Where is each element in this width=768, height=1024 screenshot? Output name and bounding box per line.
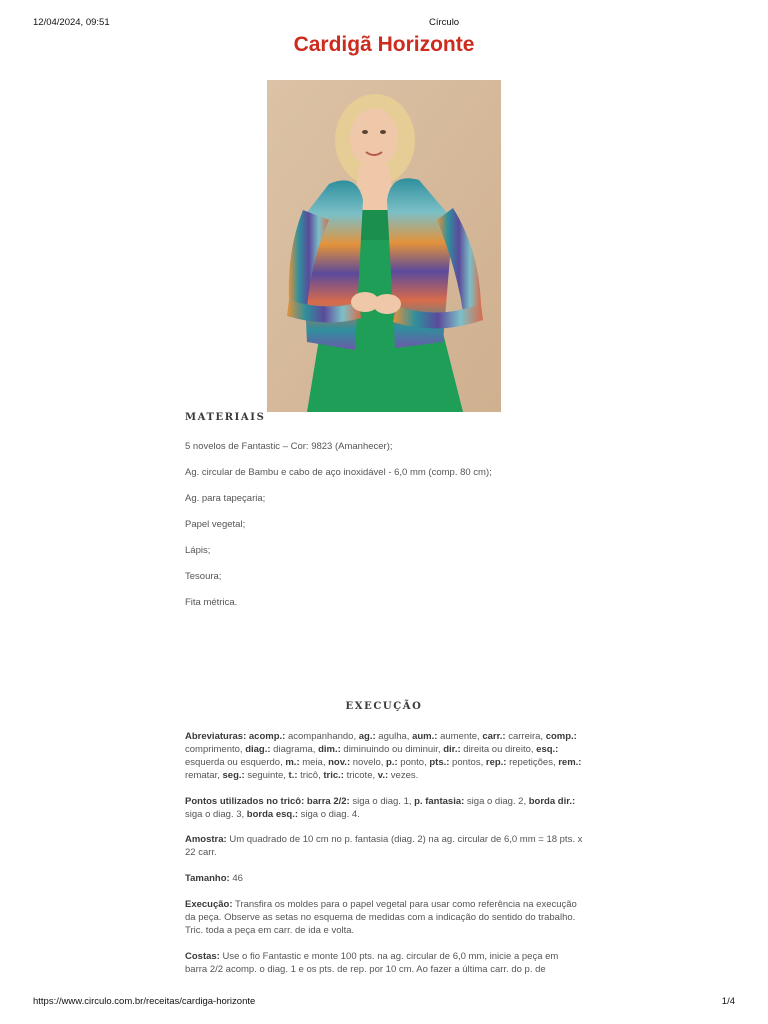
term-bold: rep.: xyxy=(485,757,507,768)
term-bold: dim.: xyxy=(318,744,341,755)
term-text: ponto, xyxy=(397,757,430,768)
term-bold: v.: xyxy=(377,770,389,781)
term-bold: pts.: xyxy=(429,757,450,768)
term-bold: Amostra: xyxy=(185,834,227,845)
term-bold: m.: xyxy=(285,757,300,768)
term-text: tricô, xyxy=(297,770,324,781)
term-bold: tric.: xyxy=(323,770,344,781)
term-bold: Costas: xyxy=(185,951,220,962)
term-bold: barra 2/2: xyxy=(306,796,350,807)
term-bold: p.: xyxy=(386,757,398,768)
materials-item: Tesoura; xyxy=(185,571,222,582)
stitches-paragraph xyxy=(185,795,583,821)
term-bold: nov.: xyxy=(328,757,351,768)
execution-heading: EXECUÇÃO xyxy=(345,701,423,712)
term-text: Transfira os moldes para o papel vegetal para usar como referência na execução da peça. Observe as setas no esquema de medidas com a indicação do sentido do trabalho. Tric. toda a peça em carr. de ida e volta. xyxy=(185,899,577,936)
term-text: comprimento, xyxy=(185,744,246,755)
term-text: agulha, xyxy=(375,731,413,742)
execution-paragraph xyxy=(185,898,583,937)
term-bold: seg.: xyxy=(222,770,245,781)
product-photo xyxy=(267,80,501,412)
term-text: siga o diag. 3, xyxy=(185,809,247,820)
term-bold: ag.: xyxy=(358,731,376,742)
recipe-title: Cardigã Horizonte xyxy=(293,33,475,56)
gauge-paragraph xyxy=(185,833,583,859)
back-paragraph xyxy=(185,950,583,976)
size-paragraph xyxy=(185,872,583,885)
term-text: direita ou direito, xyxy=(460,744,537,755)
materials-item: Ag. circular de Bambu e cabo de aço inoxidável - 6,0 mm (comp. 80 cm); xyxy=(185,467,492,478)
term-text: tricote, xyxy=(343,770,378,781)
term-bold: t.: xyxy=(288,770,298,781)
term-text: 46 xyxy=(229,873,243,884)
term-bold: Pontos utilizados no tricô: xyxy=(185,796,307,807)
abbreviations-paragraph xyxy=(185,730,583,782)
materials-item: 5 novelos de Fantastic – Cor: 9823 (Amanhecer); xyxy=(185,441,393,452)
print-datetime: 12/04/2024, 09:51 xyxy=(33,17,110,28)
term-text: pontos, xyxy=(449,757,486,768)
term-text: meia, xyxy=(299,757,329,768)
term-bold: aum.: xyxy=(412,731,438,742)
term-text: repetições, xyxy=(506,757,559,768)
term-text: Use o fio Fantastic e monte 100 pts. na ag. circular de 6,0 mm, inicie a peça em barra 2/2 acomp. o diag. 1 e os pts. de rep. por 10 cm. Ao fazer a última carr. do p. de xyxy=(185,951,559,975)
term-text: diagrama, xyxy=(270,744,319,755)
page-url: https://www.circulo.com.br/receitas/cardiga-horizonte xyxy=(33,996,256,1007)
materials-item: Papel vegetal; xyxy=(185,519,246,530)
term-bold: Tamanho: xyxy=(185,873,230,884)
term-bold: borda dir.: xyxy=(528,796,576,807)
term-bold: Abreviaturas: xyxy=(185,731,249,742)
term-text: esquerda ou esquerdo, xyxy=(185,757,286,768)
term-text: vezes. xyxy=(388,770,419,781)
materials-item: Fita métrica. xyxy=(185,597,238,608)
term-text: novelo, xyxy=(350,757,387,768)
term-text: acompanhando, xyxy=(285,731,359,742)
term-text: siga o diag. 2, xyxy=(464,796,529,807)
print-header xyxy=(33,17,735,29)
term-bold: dir.: xyxy=(443,744,461,755)
term-bold: diag.: xyxy=(245,744,271,755)
term-bold: comp.: xyxy=(545,731,577,742)
term-bold: Execução: xyxy=(185,899,233,910)
materials-heading: MATERIAIS xyxy=(185,412,266,423)
term-text: siga o diag. 4. xyxy=(298,809,360,820)
materials-item: Ag. para tapeçaria; xyxy=(185,493,266,504)
term-text: aumente, xyxy=(437,731,483,742)
materials-item: Lápis; xyxy=(185,545,211,556)
term-bold: acomp.: xyxy=(248,731,286,742)
term-text: siga o diag. 1, xyxy=(349,796,415,807)
term-bold: rem.: xyxy=(558,757,582,768)
term-bold: carr.: xyxy=(482,731,506,742)
term-bold: p. fantasia: xyxy=(414,796,465,807)
term-text: diminuindo ou diminuir, xyxy=(340,744,444,755)
print-site-title: Círculo xyxy=(429,17,460,28)
term-bold: borda esq.: xyxy=(246,809,298,820)
term-bold: esq.: xyxy=(536,744,559,755)
term-text: Um quadrado de 10 cm no p. fantasia (diag. 2) na ag. circular de 6,0 mm = 18 pts. x 22 carr. xyxy=(185,834,583,858)
term-text: carreira, xyxy=(505,731,546,742)
term-text: rematar, xyxy=(185,770,223,781)
term-text: seguinte, xyxy=(244,770,289,781)
page-number: 1/4 xyxy=(721,996,735,1007)
